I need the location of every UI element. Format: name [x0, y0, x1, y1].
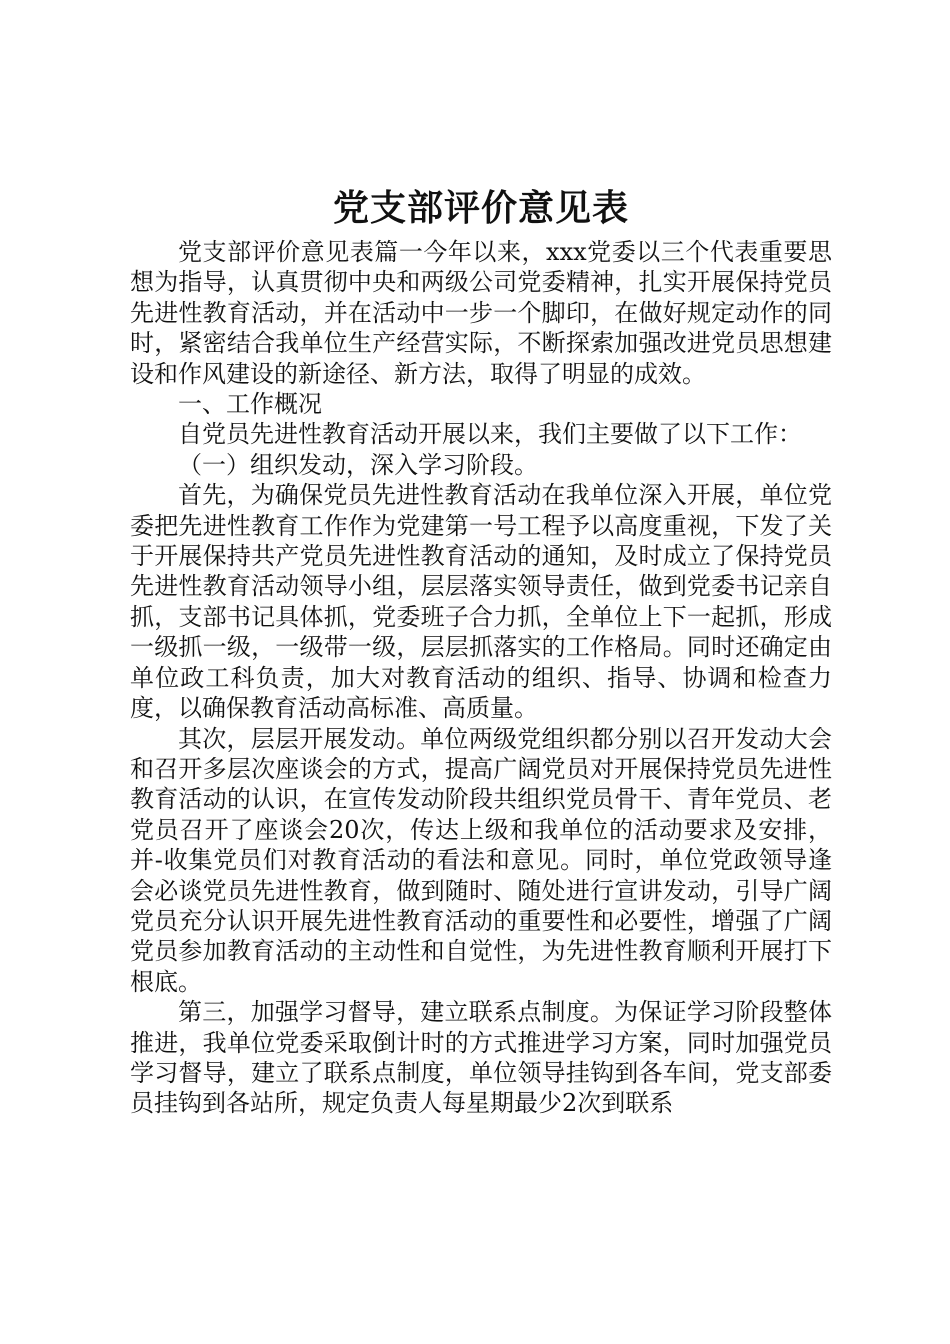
paragraph-second: 其次，层层开展发动。单位两级党组织都分别以召开发动大会和召开多层次座谈会的方式，提高广阔党员对开展保持党员先进性教育活动的认识，在宣传发动阶段共组织党员骨干、青年党员、老党员召开了座谈会20次，传达上级和我单位的活动要求及安排，并-收集党员们对教育活动的看法和意见。同时，单位党政领导逢会必谈党员先进性教育，做到随时、随处进行宣讲发动，引导广阔党员充分认识开展先进性教育活动的重要性和必要性，增强了广阔党员参加教育活动的主动性和自觉性，为先进性教育顺利开展打下根底。 [130, 724, 832, 996]
document-page [130, 183, 832, 1119]
paragraph-work-summary: 自党员先进性教育活动开展以来，我们主要做了以下工作： [178, 420, 802, 449]
paragraph-first: 首先，为确保党员先进性教育活动在我单位深入开展，单位党委把先进性教育工作作为党建第一号工程予以高度重视，下发了关于开展保持共产党员先进性教育活动的通知，及时成立了保持党员先进性教育活动领导小组，层层落实领导责任，做到党委书记亲自抓，支部书记具体抓，党委班子合力抓，全单位上下一起抓，形成一级抓一级，一级带一级，层层抓落实的工作格局。同时还确定由单位政工科负责，加大对教育活动的组织、指导、协调和检查力度，以确保教育活动高标准、高质量。 [130, 481, 832, 723]
document-title: 党支部评价意见表 [332, 187, 629, 229]
paragraph-intro: 党支部评价意见表篇一今年以来，xxx党委以三个代表重要思想为指导，认真贯彻中央和两级公司党委精神，扎实开展保持党员先进性教育活动，并在活动中一步一个脚印，在做好规定动作的同时，紧密结合我单位生产经营实际，不断探索加强改进党员思想建设和作风建设的新途径、新方法，取得了明显的成效。 [130, 238, 832, 388]
section-heading-work-overview: 一、工作概况 [178, 390, 322, 419]
paragraph-third: 第三，加强学习督导，建立联系点制度。为保证学习阶段整体推进，我单位党委采取倒计时的方式推进学习方案，同时加强党员学习督导，建立了联系点制度，单位领导挂钩到各车间，党支部委员挂钩到各站所，规定负责人每星期最少2次到联系 [130, 998, 832, 1118]
subsection-heading-mobilize: （一）组织发动，深入学习阶段。 [178, 450, 538, 479]
